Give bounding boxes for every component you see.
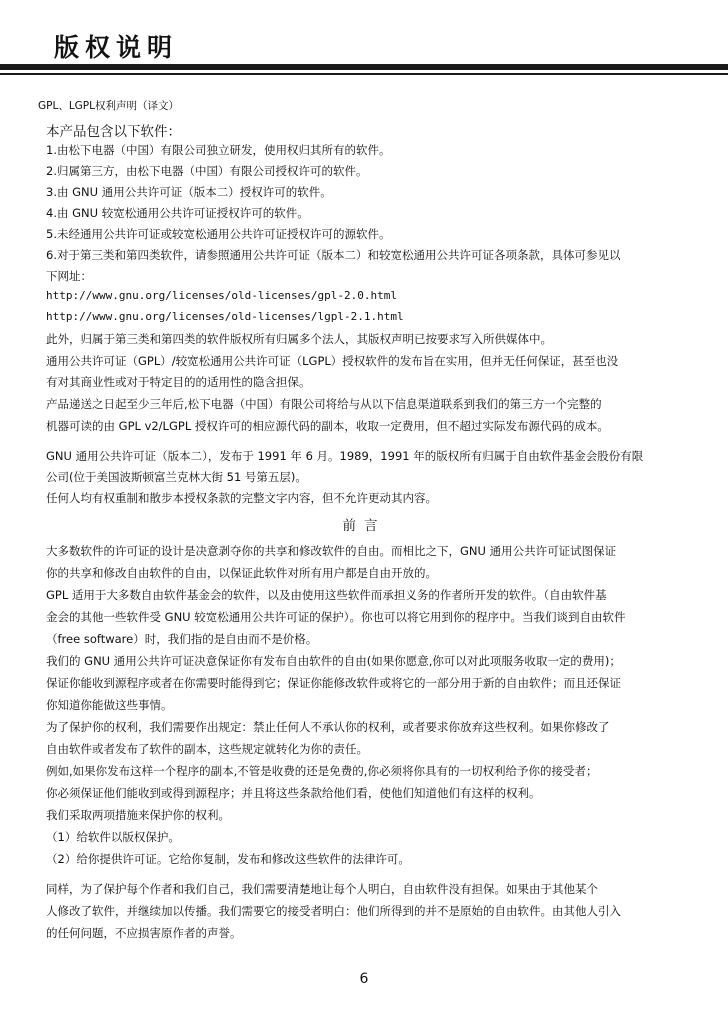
software-item: 4.由 GNU 较宽松通用公共许可证授权许可的软件。: [46, 206, 309, 220]
preface-line: （1）给软件以版权保护。: [46, 830, 180, 844]
preface-line: 人修改了软件，并继续加以传播。我们需要它的接受者明白：他们所得到的并不是原始的自由软件。由其他人引入: [46, 904, 621, 918]
copyright-line: GNU 通用公共许可证（版本二），发布于 1991 年 6 月。1989，1991 年的版权所有归属于自由软件基金会股份有限: [46, 449, 644, 463]
license-url: http://www.gnu.org/licenses/old-licenses/lgpl-2.1.html: [46, 310, 404, 323]
preface-line: 的任何问题，不应损害原作者的声誉。: [46, 926, 242, 940]
preface-line: 大多数软件的许可证的设计是决意剥夺你的共享和修改软件的自由。而相比之下，GNU 通用公共许可证试图保证: [46, 544, 617, 558]
preface-line: 保证你能收到源程序或者在你需要时能得到它；保证你能修改软件或将它的一部分用于新的自由软件；而且还保证: [46, 676, 621, 690]
paragraph-line: 此外，归属于第三类和第四类的软件版权所有归属多个法人，其版权声明已按要求写入所供媒体中。: [46, 332, 552, 346]
preface-line: （free software）时，我们指的是自由而不是价格。: [46, 632, 318, 646]
paragraph-line: 通用公共许可证（GPL）/较宽松通用公共许可证（LGPL）授权软件的发布旨在实用，但并无任何保证，甚至也没: [46, 354, 619, 368]
paragraph-line: 机器可读的由 GPL v2/LGPL 授权许可的相应源代码的副本，收取一定费用，但不超过实际发布源代码的成本。: [46, 419, 609, 433]
preface-line: 你知道你能做这些事情。: [46, 698, 173, 712]
preface-line: 例如,如果你发布这样一个程序的副本,不管是收费的还是免费的,你必须将你具有的一切权利给予你的接受者；: [46, 764, 598, 778]
preface-line: 自由软件或者发布了软件的副本，这些规定就转化为你的责任。: [46, 742, 368, 756]
license-subtitle: GPL、LGPL权利声明（译文）: [38, 100, 179, 112]
page-number: 6: [359, 971, 369, 987]
copyright-line: 公司(位于美国波斯顿富兰克林大街 51 号第五层)。: [46, 470, 307, 484]
license-url: http://www.gnu.org/licenses/old-licenses/gpl-2.0.html: [46, 289, 397, 302]
preface-line: 我们采取两项措施来保护你的权利。: [46, 808, 230, 822]
software-item: 3.由 GNU 通用公共许可证（版本二）授权许可的软件。: [46, 185, 332, 199]
preface-heading: 前言: [342, 518, 386, 534]
page-title: 版权说明: [54, 33, 179, 62]
preface-line: 你必须保证他们能收到或得到源程序；并且将这些条款给他们看，使他们知道他们有这样的权利。: [46, 786, 541, 800]
preface-line: 金会的其他一些软件受 GNU 较宽松通用公共许可证的保护）。你也可以将它用到你的程序中。当我们谈到自由软件: [46, 610, 626, 624]
contains-heading: 本产品包含以下软件：: [46, 124, 181, 140]
header-rule-thick: [0, 64, 728, 70]
copyright-line: 任何人均有权重制和散步本授权条款的完整文字内容，但不允许更动其内容。: [46, 491, 437, 505]
preface-line: GPL 适用于大多数自由软件基金会的软件，以及由使用这些软件而承担义务的作者所开发的软件。（自由软件基: [46, 588, 607, 602]
paragraph-line: 有对其商业性或对于特定目的的适用性的隐含担保。: [46, 375, 311, 389]
preface-line: 为了保护你的权利，我们需要作出规定：禁止任何人不承认你的权利，或者要求你放弃这些权利。如果你修改了: [46, 720, 610, 734]
software-item: 1.由松下电器（中国）有限公司独立研发，使用权归其所有的软件。: [46, 143, 391, 157]
preface-line: 同样，为了保护每个作者和我们自己，我们需要清楚地让每个人明白，自由软件没有担保。如果由于其他某个: [46, 882, 598, 896]
software-item: 5.未经通用公共许可证或较宽松通用公共许可证授权许可的源软件。: [46, 227, 391, 241]
header-rule-thin: [0, 73, 728, 75]
software-item: 下网址：: [46, 269, 92, 283]
paragraph-line: 产品递送之日起至少三年后,松下电器（中国）有限公司将给与从以下信息渠道联系到我们的第三方一个完整的: [46, 397, 602, 411]
software-item: 2.归属第三方，由松下电器（中国）有限公司授权许可的软件。: [46, 164, 368, 178]
preface-line: （2）给你提供许可证。它给你复制，发布和修改这些软件的法律许可。: [46, 852, 410, 866]
software-item: 6.对于第三类和第四类软件，请参照通用公共许可证（版本二）和较宽松通用公共许可证各项条款，具体可参见以: [46, 248, 621, 262]
preface-line: 你的共享和修改自由软件的自由，以保证此软件对所有用户都是自由开放的。: [46, 566, 437, 580]
preface-line: 我们的 GNU 通用公共许可证决意保证你有发布自由软件的自由(如果你愿意,你可以对此项服务收取一定的费用)；: [46, 654, 621, 668]
